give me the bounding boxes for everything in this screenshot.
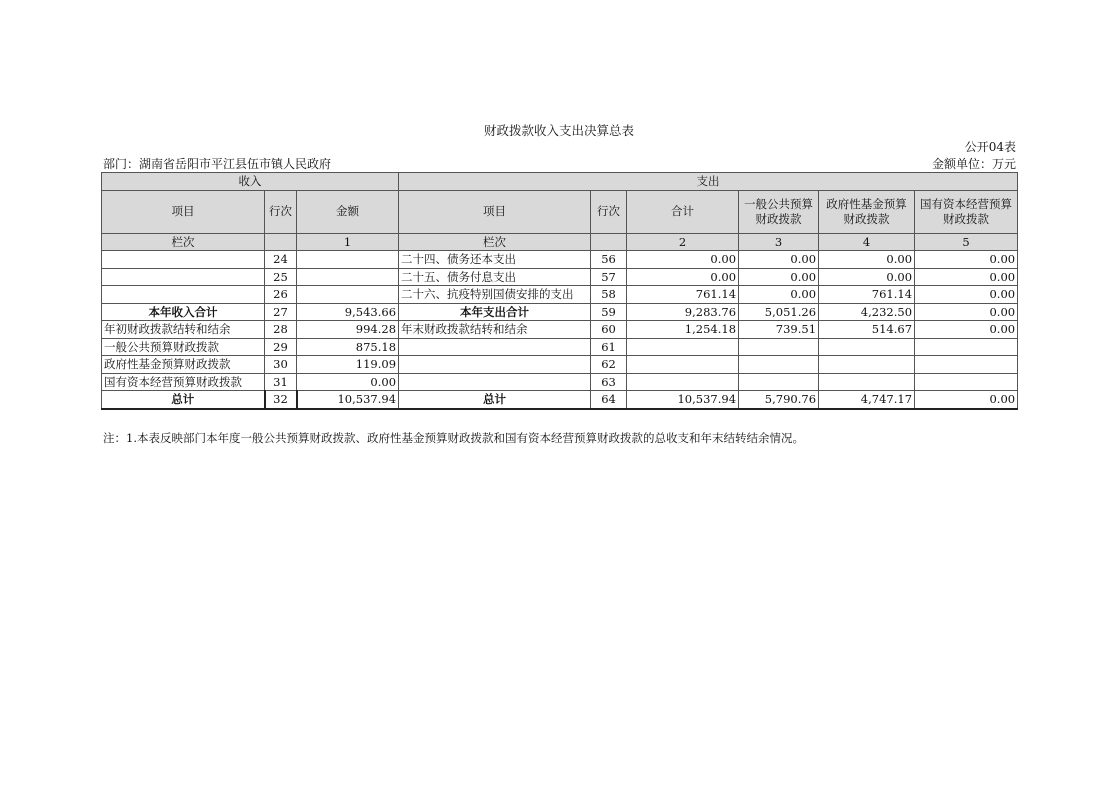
income-item	[102, 286, 265, 304]
income-column-label: 栏次	[102, 233, 265, 251]
income-row-no: 27	[265, 303, 297, 321]
state-capital-header: 国有资本经营预算财政拨款	[915, 190, 1018, 233]
gov-fund-value: 4,747.17	[819, 391, 915, 409]
col-number-4: 4	[819, 233, 915, 251]
table-row	[102, 303, 1018, 321]
income-item-header: 项目	[102, 190, 265, 233]
state-capital-value: 0.00	[915, 251, 1018, 269]
gov-fund-value: 761.14	[819, 286, 915, 304]
col-number-5: 5	[915, 233, 1018, 251]
expense-total: 0.00	[627, 251, 739, 269]
general-budget-value: 0.00	[739, 286, 819, 304]
expense-item	[399, 373, 591, 391]
general-budget-value	[739, 356, 819, 374]
income-item	[102, 251, 265, 269]
income-amount: 10,537.94	[297, 391, 399, 409]
expense-rowno-header: 行次	[591, 190, 627, 233]
income-row-no: 29	[265, 338, 297, 356]
expense-total-header: 合计	[627, 190, 739, 233]
income-amount: 875.18	[297, 338, 399, 356]
gov-fund-header: 政府性基金预算财政拨款	[819, 190, 915, 233]
expense-row-no: 58	[591, 286, 627, 304]
expense-row-no: 57	[591, 268, 627, 286]
state-capital-value: 0.00	[915, 321, 1018, 339]
income-row-no: 28	[265, 321, 297, 339]
expense-total: 9,283.76	[627, 303, 739, 321]
expense-total: 761.14	[627, 286, 739, 304]
expense-row-no: 61	[591, 338, 627, 356]
income-row-no: 31	[265, 373, 297, 391]
expense-total: 1,254.18	[627, 321, 739, 339]
table-row	[102, 286, 1018, 304]
expense-row-no: 59	[591, 303, 627, 321]
gov-fund-value: 514.67	[819, 321, 915, 339]
general-budget-value: 739.51	[739, 321, 819, 339]
state-capital-value: 0.00	[915, 268, 1018, 286]
expense-item	[399, 356, 591, 374]
general-budget-value	[739, 338, 819, 356]
expense-header: 支出	[399, 173, 1018, 191]
empty-cell	[591, 233, 627, 251]
table-row	[102, 268, 1018, 286]
income-item: 政府性基金预算财政拨款	[102, 356, 265, 374]
table-row	[102, 356, 1018, 374]
general-budget-value: 0.00	[739, 268, 819, 286]
footnote: 注：1.本表反映部门本年度一般公共预算财政拨款、政府性基金预算财政拨款和国有资本经营预算财政拨款的总收支和年末结转结余情况。	[103, 431, 804, 445]
income-row-no: 26	[265, 286, 297, 304]
expense-item: 二十四、债务还本支出	[399, 251, 591, 269]
table-row	[102, 373, 1018, 391]
state-capital-value: 0.00	[915, 391, 1018, 409]
state-capital-value	[915, 338, 1018, 356]
income-row-no: 30	[265, 356, 297, 374]
col-number-1: 1	[297, 233, 399, 251]
expense-item: 年末财政拨款结转和结余	[399, 321, 591, 339]
gov-fund-value	[819, 356, 915, 374]
income-item	[102, 268, 265, 286]
gov-fund-value: 0.00	[819, 251, 915, 269]
table-row	[102, 391, 1018, 409]
income-amount: 994.28	[297, 321, 399, 339]
income-amount-header: 金额	[297, 190, 399, 233]
expense-total	[627, 356, 739, 374]
state-capital-value: 0.00	[915, 286, 1018, 304]
income-rowno-header: 行次	[265, 190, 297, 233]
income-amount	[297, 268, 399, 286]
gov-fund-value	[819, 338, 915, 356]
expense-row-no: 64	[591, 391, 627, 409]
general-budget-header: 一般公共预算财政拨款	[739, 190, 819, 233]
expense-total	[627, 373, 739, 391]
gov-fund-value	[819, 373, 915, 391]
form-number: 公开04表	[964, 140, 1016, 154]
expense-total	[627, 338, 739, 356]
income-amount: 119.09	[297, 356, 399, 374]
state-capital-value	[915, 373, 1018, 391]
report-title: 财政拨款收入支出决算总表	[483, 123, 634, 138]
income-amount	[297, 286, 399, 304]
department-label: 部门：湖南省岳阳市平江县伍市镇人民政府	[103, 157, 332, 171]
income-row-no: 24	[265, 251, 297, 269]
expense-row-no: 62	[591, 356, 627, 374]
general-budget-value	[739, 373, 819, 391]
table-row	[102, 321, 1018, 339]
table-row	[102, 251, 1018, 269]
expense-item	[399, 338, 591, 356]
expense-item: 总计	[399, 391, 591, 409]
col-number-3: 3	[739, 233, 819, 251]
income-row-no: 32	[265, 391, 297, 409]
income-item: 国有资本经营预算财政拨款	[102, 373, 265, 391]
expense-item: 本年支出合计	[399, 303, 591, 321]
general-budget-value: 5,790.76	[739, 391, 819, 409]
income-amount: 0.00	[297, 373, 399, 391]
state-capital-value	[915, 356, 1018, 374]
expense-total: 10,537.94	[627, 391, 739, 409]
empty-cell	[265, 233, 297, 251]
expense-row-no: 56	[591, 251, 627, 269]
income-item: 年初财政拨款结转和结余	[102, 321, 265, 339]
table-row	[102, 338, 1018, 356]
income-amount: 9,543.66	[297, 303, 399, 321]
income-header: 收入	[102, 173, 399, 191]
income-item: 总计	[102, 391, 265, 409]
income-amount	[297, 251, 399, 269]
income-row-no: 25	[265, 268, 297, 286]
state-capital-value: 0.00	[915, 303, 1018, 321]
gov-fund-value: 4,232.50	[819, 303, 915, 321]
expense-item-header: 项目	[399, 190, 591, 233]
expense-item: 二十五、债务付息支出	[399, 268, 591, 286]
income-item: 一般公共预算财政拨款	[102, 338, 265, 356]
general-budget-value: 5,051.26	[739, 303, 819, 321]
gov-fund-value: 0.00	[819, 268, 915, 286]
col-number-2: 2	[627, 233, 739, 251]
general-budget-value: 0.00	[739, 251, 819, 269]
expense-item: 二十六、抗疫特别国债安排的支出	[399, 286, 591, 304]
income-item: 本年收入合计	[102, 303, 265, 321]
expense-row-no: 63	[591, 373, 627, 391]
unit-label: 金额单位：万元	[931, 157, 1016, 171]
budget-summary-table	[101, 172, 1018, 410]
expense-column-label: 栏次	[399, 233, 591, 251]
expense-total: 0.00	[627, 268, 739, 286]
expense-row-no: 60	[591, 321, 627, 339]
